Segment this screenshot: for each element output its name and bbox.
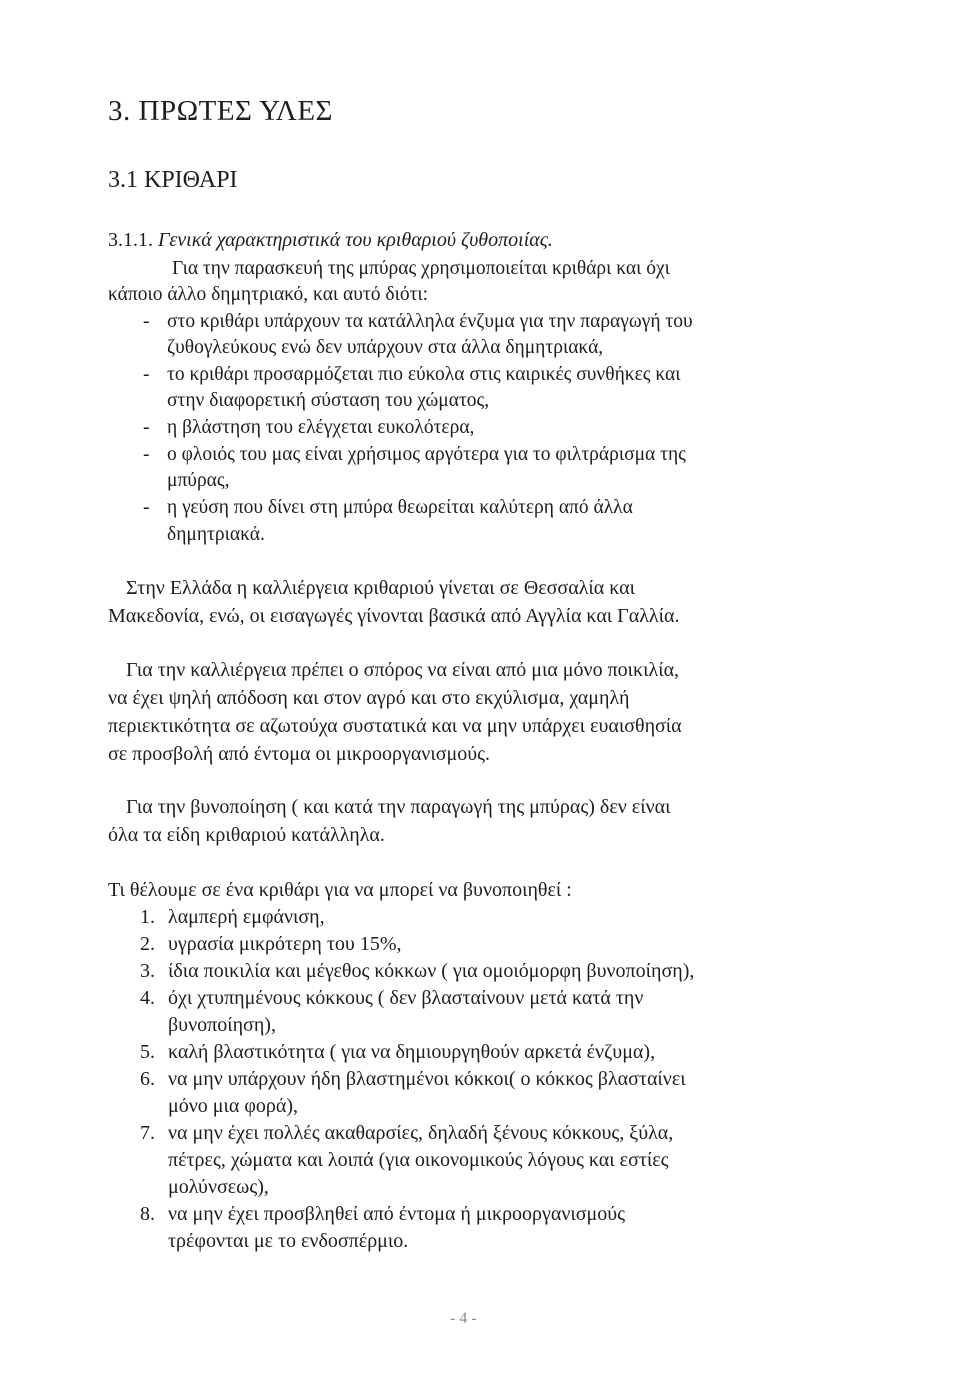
- reason-item-cont: στην διαφορετική σύσταση του χώματος,: [167, 390, 490, 411]
- subsection-heading: [108, 229, 553, 252]
- reason-item-cont: μπύρας,: [167, 470, 230, 491]
- malting-paragraph-line: όλα τα είδη κριθαριού κατάλληλα.: [108, 824, 385, 846]
- requirement-item: 6. να μην υπάρχουν ήδη βλαστημένοι κόκκοι( ο κόκκος βλασταίνει: [140, 1068, 686, 1090]
- subsection-number: 3.1.1.: [108, 229, 153, 251]
- requirement-item-cont: μόνο μια φορά),: [168, 1095, 299, 1117]
- requirement-item-cont: μολύνσεως),: [168, 1176, 269, 1198]
- reason-item: - η γεύση που δίνει στη μπύρα θεωρείται καλύτερη από άλλα: [143, 497, 633, 518]
- requirement-item-cont: πέτρες, χώματα και λοιπά (για οικονομικούς λόγους και εστίες: [168, 1149, 669, 1171]
- cultivation-paragraph-line: Για την καλλιέργεια πρέπει ο σπόρος να είναι από μια μόνο ποικιλία,: [126, 659, 680, 681]
- reason-item-cont: ζυθογλεύκους ενώ δεν υπάρχουν στα άλλα δημητριακά,: [167, 337, 604, 358]
- cultivation-paragraph-line: να έχει ψηλή απόδοση και στον αγρό και στο εκχύλισμα, χαμηλή: [108, 687, 630, 709]
- requirement-item: 4. όχι χτυπημένους κόκκους ( δεν βλασταίνουν μετά κατά την: [140, 987, 644, 1009]
- cultivation-paragraph-line: σε προσβολή από έντομα οι μικροοργανισμούς.: [108, 743, 491, 765]
- requirement-item: 1. λαμπερή εμφάνιση,: [140, 906, 325, 928]
- reason-item: - στο κριθάρι υπάρχουν τα κατάλληλα ένζυμα για την παραγωγή του: [143, 311, 693, 332]
- requirement-item-cont: τρέφονται με το ενδοσπέρμιο.: [168, 1230, 409, 1252]
- page-number: - 4 -: [450, 1310, 477, 1327]
- requirement-item: 8. να μην έχει προσβληθεί από έντομα ή μικροοργανισμούς: [140, 1203, 626, 1225]
- requirement-item: 2. υγρασία μικρότερη του 15%,: [140, 933, 402, 955]
- intro-line-2: κάποιο άλλο δημητριακό, και αυτό διότι:: [108, 284, 429, 305]
- chapter-heading: 3. ΠΡΩΤΕΣ ΥΛΕΣ: [108, 95, 333, 127]
- section-heading: 3.1 ΚΡΙΘΑΡΙ: [108, 167, 238, 193]
- requirement-item-cont: βυνοποίηση),: [168, 1014, 276, 1036]
- greece-paragraph-line: Στην Ελλάδα η καλλιέργεια κριθαριού γίνεται σε Θεσσαλία και: [126, 577, 636, 599]
- list-intro: Τι θέλουμε σε ένα κριθάρι για να μπορεί να βυνοποιηθεί :: [108, 879, 572, 901]
- requirement-item: 5. καλή βλαστικότητα ( για να δημιουργηθούν αρκετά ένζυμα),: [140, 1041, 656, 1063]
- cultivation-paragraph-line: περιεκτικότητα σε αζωτούχα συστατικά και να μην υπάρχει ευαισθησία: [108, 715, 682, 737]
- requirement-item: 3. ίδια ποικιλία και μέγεθος κόκκων ( για ομοιόμορφη βυνοποίηση),: [140, 960, 695, 982]
- reason-item: - η βλάστηση του ελέγχεται ευκολότερα,: [143, 417, 475, 438]
- reason-item: - ο φλοιός του μας είναι χρήσιμος αργότερα για το φιλτράρισμα της: [143, 444, 686, 465]
- reason-item: - το κριθάρι προσαρμόζεται πιο εύκολα στις καιρικές συνθήκες και: [143, 364, 681, 385]
- intro-line-1: Για την παρασκευή της μπύρας χρησιμοποιείται κριθάρι και όχι: [172, 258, 670, 279]
- subsection-title: Γενικά χαρακτηριστικά του κριθαριού ζυθοποιίας.: [158, 229, 553, 251]
- greece-paragraph-line: Μακεδονία, ενώ, οι εισαγωγές γίνονται βασικά από Αγγλία και Γαλλία.: [108, 605, 680, 627]
- reason-item-cont: δημητριακά.: [167, 524, 265, 545]
- malting-paragraph-line: Για την βυνοποίηση ( και κατά την παραγωγή της μπύρας) δεν είναι: [126, 796, 671, 818]
- requirement-item: 7. να μην έχει πολλές ακαθαρσίες, δηλαδή ξένους κόκκους, ξύλα,: [140, 1122, 674, 1144]
